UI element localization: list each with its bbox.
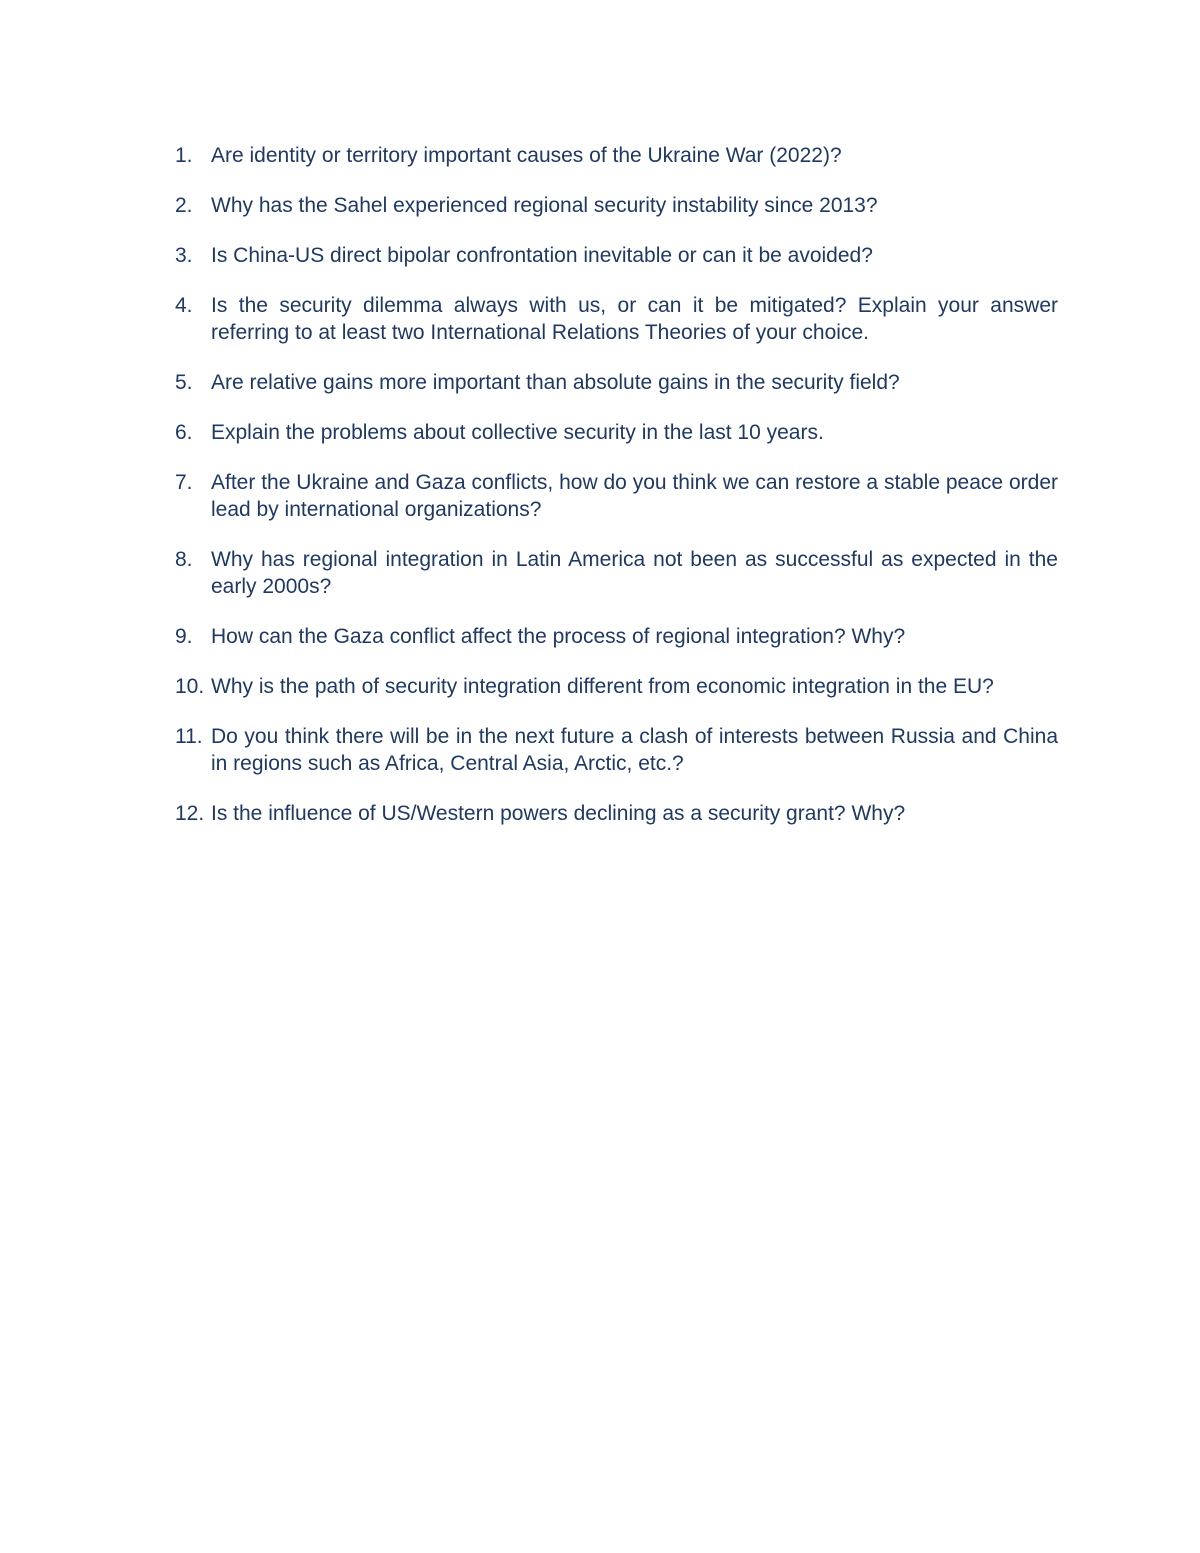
question-number: 1. [175,144,193,167]
question-number: 11. [175,725,203,748]
question-number: 8. [175,548,193,571]
question-text: How can the Gaza conflict affect the process of regional integration? Why? [211,625,906,648]
question-text: Why has regional integration in Latin America not been as successful as expected in the early 2000s? [211,548,1058,598]
question-text: Do you think there will be in the next future a clash of interests between Russia and China in regions such as Africa, Central Asia, Arctic, etc.? [211,725,1058,775]
question-number: 2. [175,194,193,217]
question-item [175,192,1058,219]
question-item [175,419,1058,446]
question-item [175,242,1058,269]
question-text: After the Ukraine and Gaza conflicts, how do you think we can restore a stable peace order lead by international organizations? [211,471,1058,521]
question-number: 9. [175,625,193,648]
question-item [175,142,1058,169]
question-text: Why has the Sahel experienced regional security instability since 2013? [211,194,878,217]
question-text: Is the security dilemma always with us, or can it be mitigated? Explain your answer referring to at least two International Relations Theories of your choice. [211,294,1058,344]
question-text: Are identity or territory important causes of the Ukraine War (2022)? [211,144,842,167]
question-number: 6. [175,421,193,444]
question-item [175,673,1058,700]
question-item [175,369,1058,396]
question-number: 10. [175,675,205,698]
question-item [175,800,1058,827]
question-text: Is China-US direct bipolar confrontation inevitable or can it be avoided? [211,244,873,267]
question-text: Is the influence of US/Western powers declining as a security grant? Why? [211,802,906,825]
question-list [175,142,1058,850]
question-number: 7. [175,471,193,494]
question-item [175,723,1058,777]
question-item [175,623,1058,650]
question-number: 3. [175,244,193,267]
question-item [175,292,1058,346]
question-item [175,546,1058,600]
question-number: 4. [175,294,193,317]
question-number: 12. [175,802,205,825]
question-item [175,469,1058,523]
question-text: Explain the problems about collective security in the last 10 years. [211,421,824,444]
question-text: Are relative gains more important than absolute gains in the security field? [211,371,900,394]
question-number: 5. [175,371,193,394]
question-text: Why is the path of security integration different from economic integration in the EU? [211,675,994,698]
